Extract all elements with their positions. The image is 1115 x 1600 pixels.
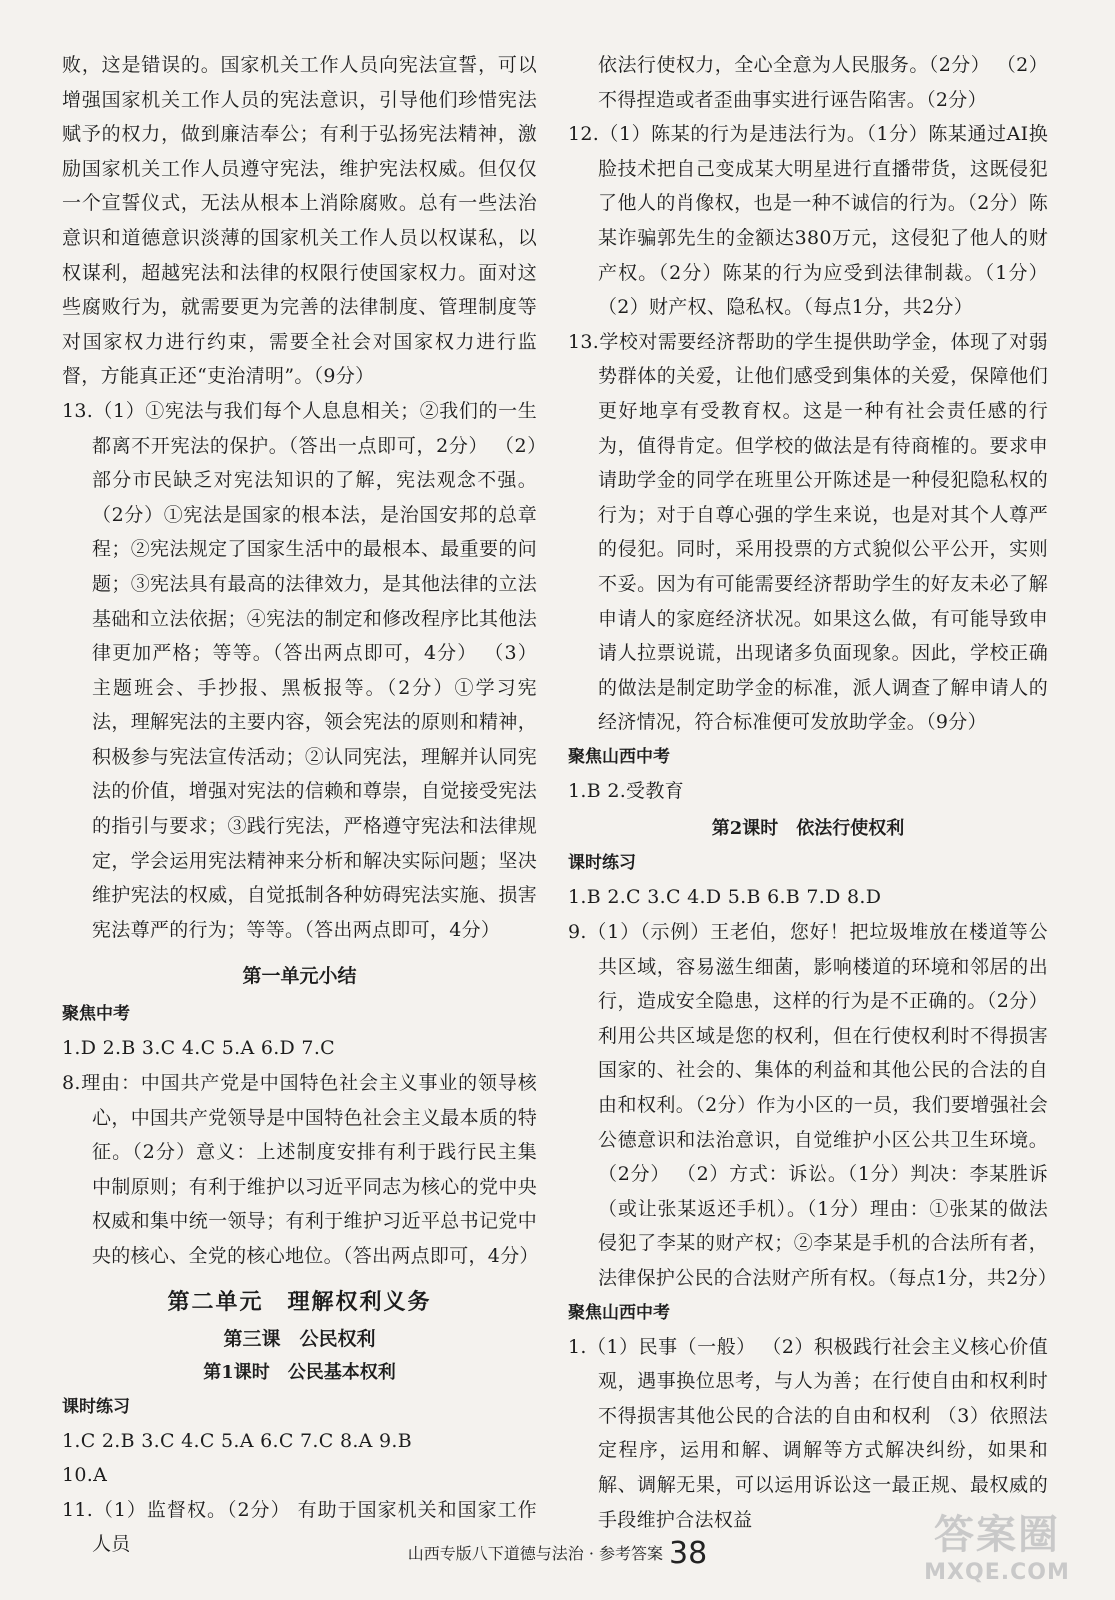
footer-label: 山西专版八下道德与法治 · 参考答案 xyxy=(407,1544,664,1563)
unit1-summary-heading: 第一单元小结 xyxy=(242,965,357,988)
watermark xyxy=(897,1510,1097,1590)
session1-title: 第1课时 公民基本权利 xyxy=(203,1361,396,1383)
answer-11-continued: 依法行使权力，全心全意为人民服务。（2分） （2）不得捏造或者歪曲事实进行诬告陷害。（2分） xyxy=(598,54,1048,111)
left-column xyxy=(62,48,537,1562)
answer-9: 9.（1）（示例）王老伯，您好！把垃圾堆放在楼道等公共区域，容易滋生细菌，影响楼道的环境和邻居的出行，造成安全隐患，这样的行为是不正确的。（2分）利用公共区域是您的权利，但在行使权利时不得损害国家的、社会的、集体的利益和其他公民的合法的自由和权利。（2分）作为小区的一员，我们要增强社会公德意识和法治意识，自觉维护小区公共卫生环境。（2分） （2）方式：诉讼。（1分）判决：李某胜诉（或让张某返还手机）。（1分）理由：①张某的做法侵犯了李某的财产权；②李某是手机的合法所有者，法律保护公民的合法财产所有权。（每点1分，共2分） xyxy=(568,921,1058,1289)
session2-title: 第2课时 依法行使权利 xyxy=(711,818,905,840)
answer-12-continued: 败，这是错误的。国家机关工作人员向宪法宣誓，可以增强国家机关工作人员的宪法意识，引导他们珍惜宪法赋予的权力，做到廉洁奉公；有利于弘扬宪法精神，激励国家机关工作人员遵守宪法，维护宪法权威。但仅仅一个宣誓仪式，无法从根本上消除腐败。总有一些法治意识和道德意识淡薄的国家机关工作人员以权谋私，以权谋利，超越宪法和法律的权限行使国家权力。面对这些腐败行为，就需要更为完善的法律制度、管理制度等对国家权力进行约束，需要全社会对国家权力进行监督，方能真正还“吏治清明”。（9分） xyxy=(62,54,537,388)
answer-13: 13.学校对需要经济帮助的学生提供助学金，体现了对弱势群体的关爱，让他们感受到集体的关爱，保障他们更好地享有受教育权。这是一种有社会责任感的行为，值得肯定。但学校的做法是有待商榷的。要求申请助学金的同学在班里公开陈述是一种侵犯隐私权的行为；对于自尊心强的学生来说，也是对其个人尊严的侵犯。同时，采用投票的方式貌似公平公开，实则不妥。因为有可能需要经济帮助学生的好友未必了解申请人的家庭经济状况。如果这么做，有可能导致申请人拉票说谎，出现诸多负面现象。因此，学校正确的做法是制定助学金的标准，派人调查了解申请人的经济情况，符合标准便可发放助学金。（9分） xyxy=(568,330,1048,734)
watermark-logo: 答案圈 xyxy=(934,1512,1060,1558)
practice-answers: 1.B 2.C 3.C 4.D 5.B 6.B 7.D 8.D xyxy=(568,886,882,909)
focus-zhongkao-label: 聚焦中考 xyxy=(62,1004,130,1025)
practice-label: 课时练习 xyxy=(62,1396,130,1417)
answer-12: 12.（1）陈某的行为是违法行为。（1分）陈某通过AI换脸技术把自己变成某大明星进行直播带货，这既侵犯了他人的肖像权，也是一种不诚信的行为。（2分）陈某诈骗郭先生的金额达380万元，这侵犯了他人的财产权。（2分）陈某的行为应受到法律制裁。（1分） （2）财产权、隐私权。（每点1分，共2分） xyxy=(568,123,1048,319)
lesson3-title: 第三课 公民权利 xyxy=(223,1327,376,1350)
focus-shanxi-label: 聚焦山西中考 xyxy=(568,1302,670,1323)
answer-13: 13.（1）①宪法与我们每个人息息相关；②我们的一生都离不开宪法的保护。（答出一点即可，2分） （2）部分市民缺乏对宪法知识的了解，宪法观念不强。（2分）①宪法是国家的根本法，是治国安邦的总章程；②宪法规定了国家生活中的最根本、最重要的问题；③宪法具有最高的法律效力，是其他法律的立法基础和立法依据；④宪法的制定和修改程序比其他法律更加严格；等等。（答出两点即可，4分） （3）主题班会、手抄报、黑板报等。（2分）①学习宪法，理解宪法的主要内容，领会宪法的原则和精神，积极参与宪法宣传活动；②认同宪法，理解并认同宪法的价值，增强对宪法的信赖和尊崇，自觉接受宪法的指引与要求；③践行宪法，严格遵守宪法和法律规定，学会运用宪法精神来分析和解决实际问题；坚决维护宪法的权威，自觉抵制各种妨碍宪法实施、损害宪法尊严的行为；等等。（答出两点即可，4分） xyxy=(62,399,537,941)
practice-label: 课时练习 xyxy=(568,853,636,874)
answer-10: 10.A xyxy=(62,1464,108,1487)
answer-8: 8.理由：中国共产党是中国特色社会主义事业的领导核心，中国共产党领导是中国特色社会主义最本质的特征。（2分）意义：上述制度安排有利于践行民主集中制原则；有利于维护以习近平同志为核心的党中央权威和集中统一领导；有利于维护习近平总书记党中央的核心、全党的核心地位。（答出两点即可，4分） xyxy=(62,1072,539,1267)
focus-shanxi-label: 聚焦山西中考 xyxy=(568,746,670,767)
shanxi-answer-1: 1.（1）民事（一般） （2）积极践行社会主义核心价值观，遇事换位思考，与人为善；在行使自由和权利时不得损害其他公民的合法的自由和权利 （3）依照法定程序，运用和解、调解等方式解决纠纷，如果和解、调解无果，可以运用诉讼这一最正规、最权威的手段维护合法权益 xyxy=(568,1335,1048,1531)
focus-answers: 1.D 2.B 3.C 4.C 5.A 6.D 7.C xyxy=(62,1037,335,1060)
unit2-title: 第二单元 理解权利义务 xyxy=(167,1288,432,1315)
practice-answers: 1.C 2.B 3.C 4.C 5.A 6.C 7.C 8.A 9.B xyxy=(62,1429,413,1452)
watermark-url: MXQE.COM xyxy=(924,1560,1070,1585)
answer-11-start: 11.（1）监督权。（2分） 有助于国家机关和国家工作人员 xyxy=(62,1498,537,1556)
shanxi-answers: 1.B 2.受教育 xyxy=(568,779,684,802)
page-number: 38 xyxy=(669,1536,708,1571)
